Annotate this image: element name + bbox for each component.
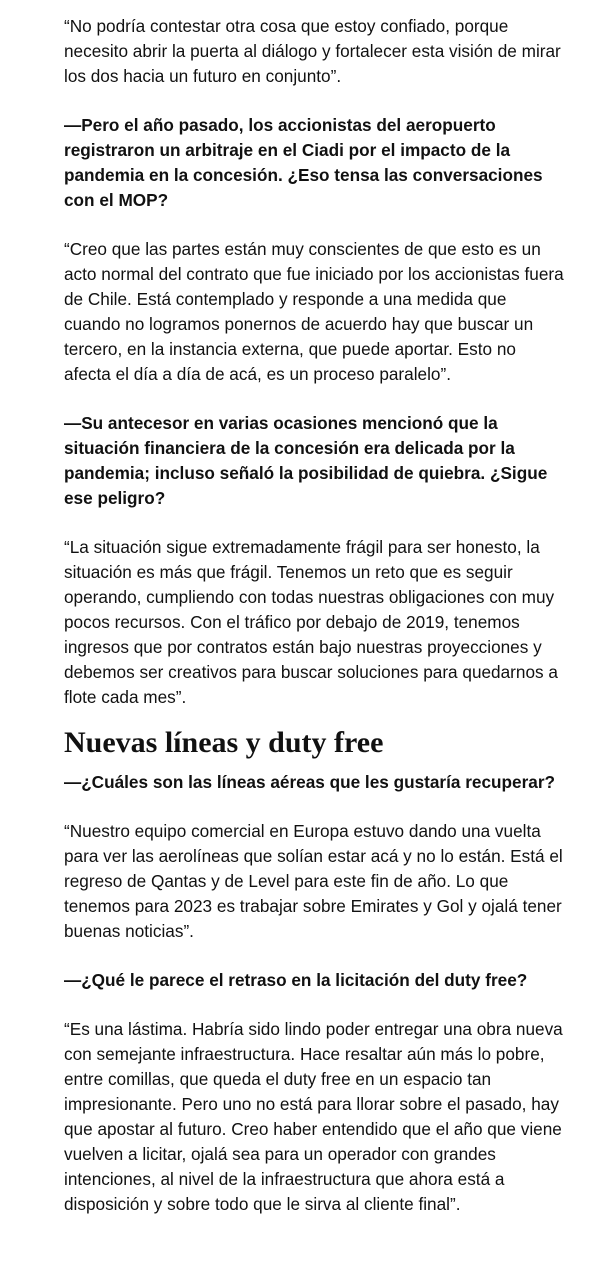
article-body	[64, 14, 564, 1241]
answer-paragraph: “Nuestro equipo comercial en Europa estuvo dando una vuelta para ver las aerolíneas que solían estar acá y no lo están. Está el regreso de Qantas y de Level para este fin de año. Lo que tenemos para 2023 es trabajar sobre Emirates y Gol y ojalá tener buenas noticias”.	[64, 821, 563, 941]
question-paragraph: —¿Cuáles son las líneas aéreas que les gustaría recuperar?	[64, 772, 556, 792]
section-heading: Nuevas líneas y duty free	[64, 726, 384, 759]
answer-paragraph: “Es una lástima. Habría sido lindo poder entregar una obra nueva con semejante infraestructura. Hace resaltar aún más lo pobre, entre comillas, que queda el duty free en un espacio tan impresionante. Pero uno no está para llorar sobre el pasado, hay que apostar al futuro. Creo haber entendido que el año que viene vuelven a licitar, ojalá sea para un operador con grandes intenciones, al nivel de la infraestructura que ahora está a disposición y sobre todo que le sirva al cliente final”.	[64, 1019, 563, 1214]
answer-paragraph: “La situación sigue extremadamente frágil para ser honesto, la situación es más que frágil. Tenemos un reto que es seguir operando, cumpliendo con todas nuestras obligaciones con muy pocos recursos. Con el tráfico por debajo de 2019, tenemos ingresos que por contratos están bajo nuestras proyecciones y debemos ser creativos para buscar soluciones para quedarnos a flote cada mes”.	[64, 537, 558, 707]
question-paragraph: —Pero el año pasado, los accionistas del aeropuerto registraron un arbitraje en el Ciadi por el impacto de la pandemia en la concesión. ¿Eso tensa las conversaciones con el MOP?	[64, 115, 543, 210]
question-paragraph: —Su antecesor en varias ocasiones mencionó que la situación financiera de la concesión era delicada por la pandemia; incluso señaló la posibilidad de quiebra. ¿Sigue ese peligro?	[64, 413, 548, 508]
answer-paragraph: “No podría contestar otra cosa que estoy confiado, porque necesito abrir la puerta al diálogo y fortalecer esta visión de mirar los dos hacia un futuro en conjunto”.	[64, 16, 561, 86]
answer-paragraph: “Creo que las partes están muy conscientes de que esto es un acto normal del contrato que fue iniciado por los accionistas fuera de Chile. Está contemplado y responde a una medida que cuando no logramos ponernos de acuerdo hay que buscar un tercero, en la instancia externa, que puede aportar. Esto no afecta el día a día de acá, es un proceso paralelo”.	[64, 239, 564, 384]
question-paragraph: —¿Qué le parece el retraso en la licitación del duty free?	[64, 970, 528, 990]
